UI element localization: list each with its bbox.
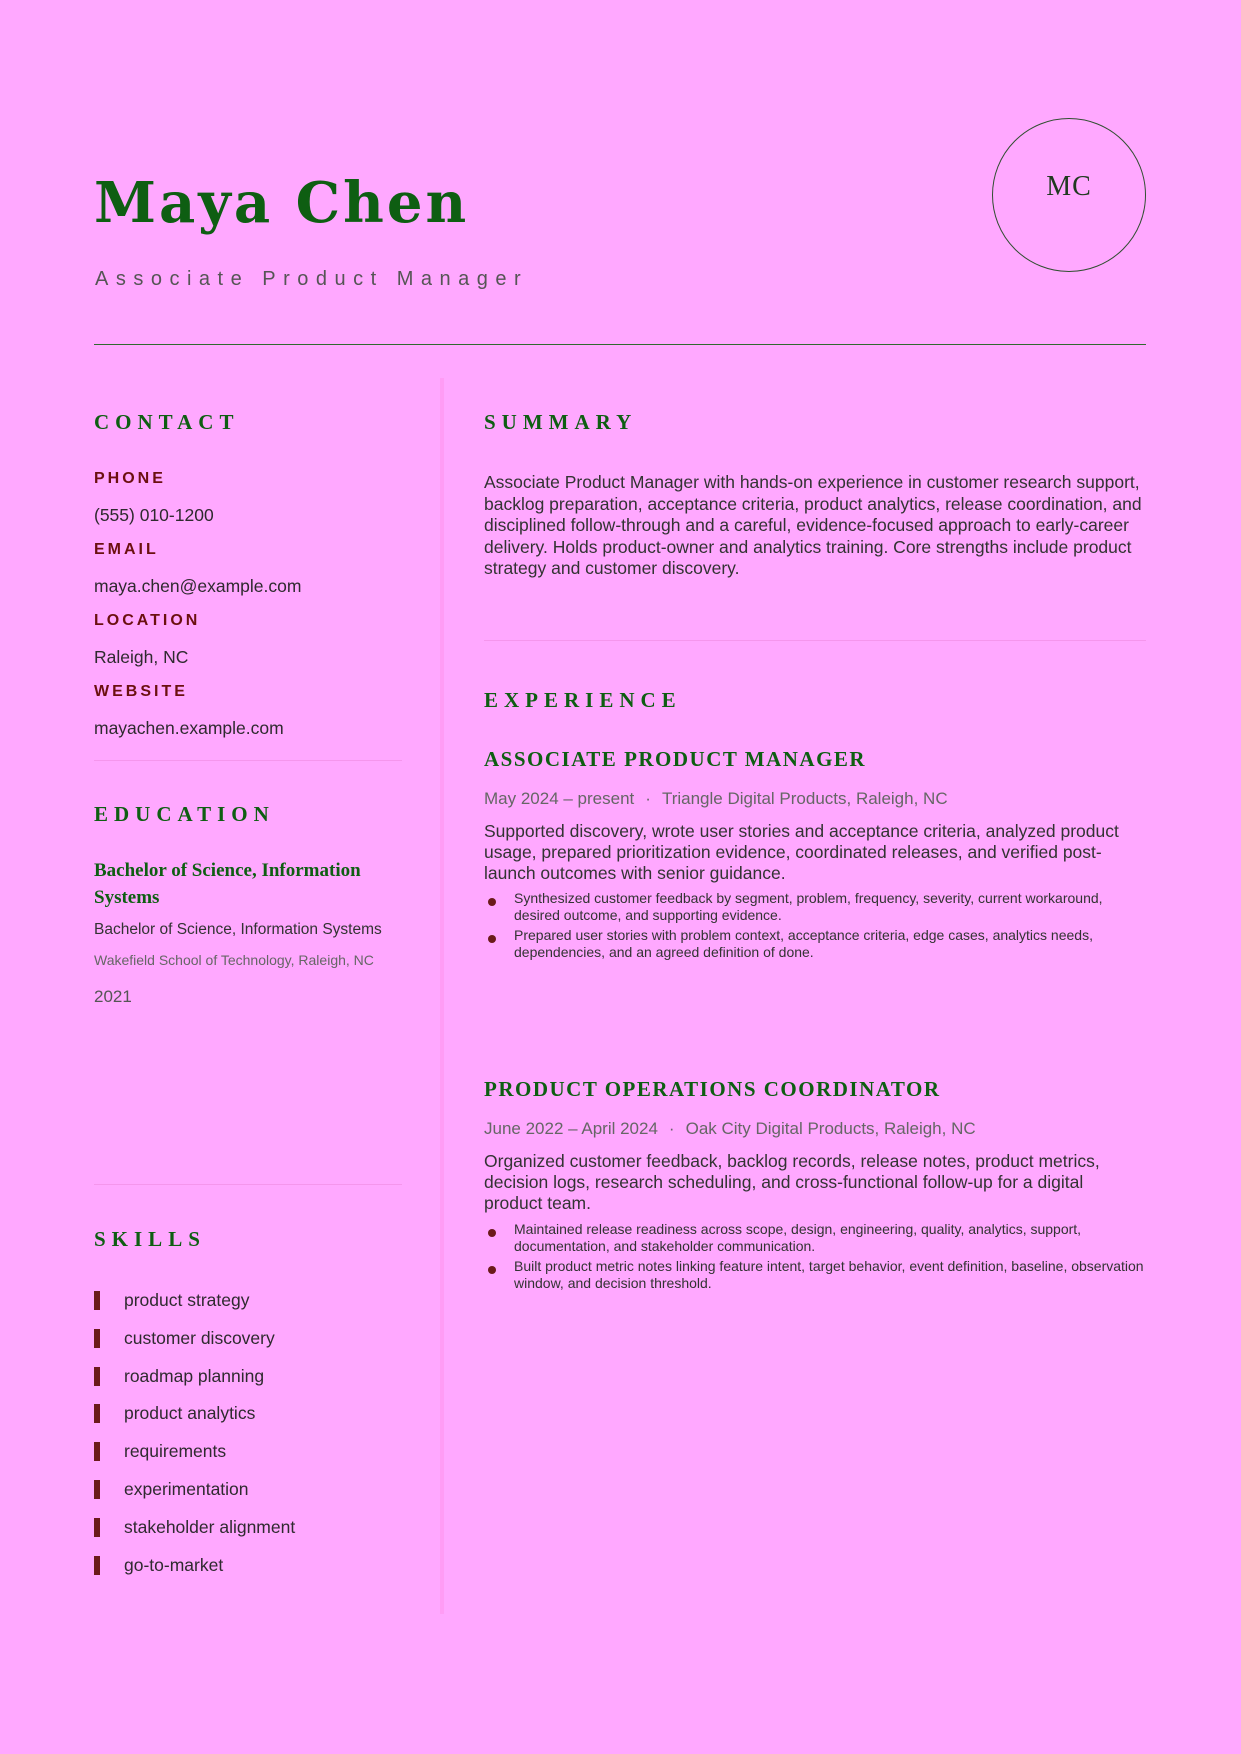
experience-heading: EXPERIENCE [484, 688, 682, 712]
contact-heading: CONTACT [94, 410, 240, 434]
job-description: Supported discovery, wrote user stories and acceptance criteria, analyzed product usage, prepared prioritization evidence, coordinated releases, and verified post-launch outcomes with senior guidance. [484, 821, 1119, 883]
skill-label: experimentation [124, 1478, 249, 1499]
skill-marker [94, 1556, 100, 1575]
skill-marker [94, 1367, 100, 1386]
education-year: 2021 [94, 987, 132, 1006]
job-meta [484, 1119, 976, 1139]
education-heading: EDUCATION [94, 802, 275, 826]
job-dates: May 2024 – present [484, 789, 635, 808]
education-school: Wakefield School of Technology, Raleigh, NC [94, 952, 374, 968]
bullet-text: Prepared user stories with problem context, acceptance criteria, edge cases, analytics needs, dependencies, and an agreed definition of done. [514, 927, 1093, 960]
job-dates: June 2022 – April 2024 [484, 1119, 658, 1138]
bullet-dot [488, 898, 496, 906]
skill-label: product analytics [124, 1403, 256, 1424]
education-degree: Bachelor of Science, Information Systems [94, 860, 361, 908]
skill-marker [94, 1480, 100, 1499]
job-bullet [484, 927, 1146, 961]
bullet-text: Synthesized customer feedback by segment, problem, frequency, severity, current workaround, desired outcome, and supporting evidence. [514, 890, 1103, 923]
column-divider [440, 378, 444, 1614]
job-company: Oak City Digital Products, Raleigh, NC [685, 1119, 976, 1138]
monogram-badge [992, 118, 1146, 272]
skill-label: go-to-market [124, 1554, 224, 1575]
bullet-text: Maintained release readiness across scope, design, engineering, quality, analytics, support, documentation, and stakeholder communication. [514, 1221, 1082, 1254]
skill-marker [94, 1291, 100, 1310]
skill-label: customer discovery [124, 1327, 275, 1348]
job-description: Organized customer feedback, backlog records, release notes, product metrics, decision logs, research scheduling, and cross-functional follow-up for a digital product team. [484, 1151, 1100, 1213]
contact-label-website: WEBSITE [94, 683, 188, 700]
monogram-initials: MC [1046, 171, 1092, 202]
skills-heading: SKILLS [94, 1227, 206, 1251]
skill-label: stakeholder alignment [124, 1516, 296, 1537]
meta-separator: · [645, 789, 651, 808]
job-meta [484, 789, 948, 809]
job-title: PRODUCT OPERATIONS COORDINATOR [484, 1077, 941, 1101]
skill-label: product strategy [124, 1290, 250, 1310]
skill-label: requirements [124, 1441, 227, 1462]
skill-marker [94, 1329, 100, 1348]
skill-marker [94, 1404, 100, 1423]
contact-label-email: EMAIL [94, 541, 159, 558]
education-divider [94, 1184, 402, 1185]
meta-separator: · [668, 1119, 675, 1138]
summary-text: Associate Product Manager with hands-on experience in customer research support, backlog preparation, acceptance criteria, product analytics, release coordination, and disciplined follow-through and a careful, evidence-focused approach to early-career delivery. Holds product-owner and analytics training. Core strengths include product strategy and customer discovery. [484, 472, 1142, 579]
job-bullets [484, 890, 1146, 964]
contact-value-location: Raleigh, NC [94, 647, 189, 667]
bullet-dot [488, 1229, 496, 1237]
skill-marker [94, 1518, 100, 1537]
contact-divider [94, 760, 402, 761]
job-bullet [484, 890, 1146, 924]
job-title: ASSOCIATE PRODUCT MANAGER [484, 747, 867, 771]
contact-label-phone: PHONE [94, 470, 166, 487]
education-field: Bachelor of Science, Information Systems [94, 921, 382, 938]
skill-label: roadmap planning [124, 1365, 265, 1386]
summary-divider [484, 640, 1146, 641]
candidate-name: Maya Chen [94, 170, 470, 236]
job-company: Triangle Digital Products, Raleigh, NC [661, 789, 948, 808]
bullet-text: Built product metric notes linking feature intent, target behavior, event definition, baseline, observation window, and decision threshold. [514, 1258, 1144, 1291]
candidate-role: Associate Product Manager [95, 268, 529, 290]
contact-label-location: LOCATION [94, 612, 201, 629]
contact-value-email[interactable]: maya.chen@example.com [94, 576, 302, 596]
job-bullets [484, 1221, 1146, 1295]
bullet-dot [488, 1266, 496, 1274]
bullet-dot [488, 935, 496, 943]
summary-heading: SUMMARY [484, 410, 638, 434]
job-bullet [484, 1221, 1146, 1255]
job-bullet [484, 1258, 1146, 1292]
contact-value-phone: (555) 010-1200 [94, 505, 214, 525]
header-divider [94, 344, 1146, 345]
skill-marker [94, 1442, 100, 1461]
contact-value-website[interactable]: mayachen.example.com [94, 718, 284, 738]
